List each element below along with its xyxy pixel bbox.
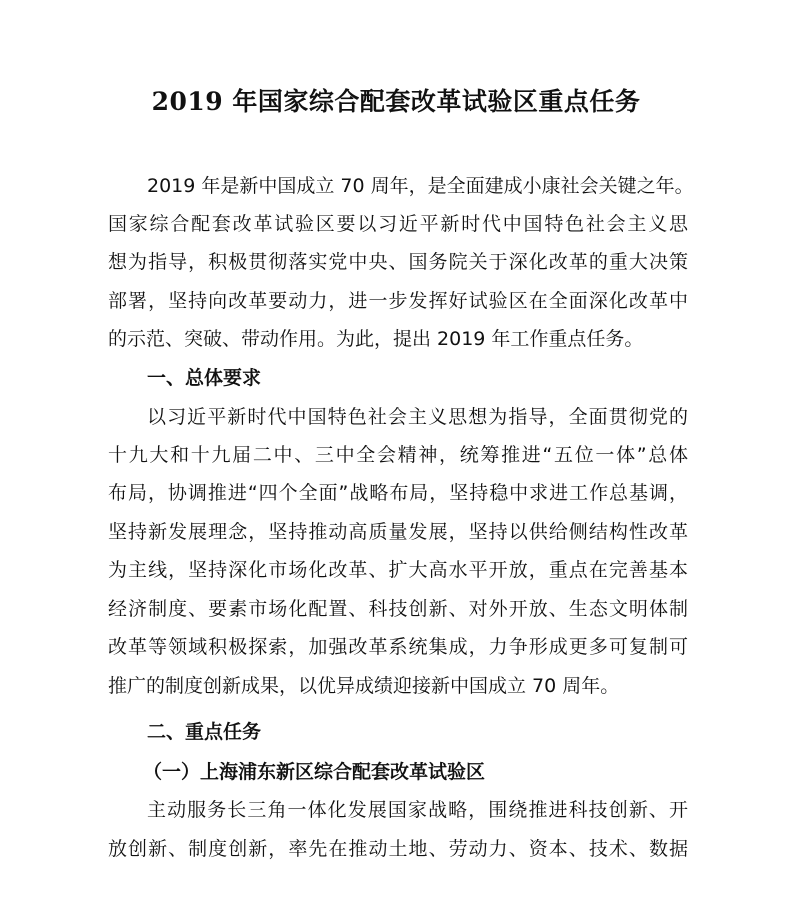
section1-line: 十九大和十九届二中、三中全会精神，统筹推进“五位一体”总体: [108, 444, 688, 466]
section1-line: 改革等领域积极探索，加强改革系统集成，力争形成更多可复制可: [108, 636, 688, 658]
section2-line: 主动服务长三角一体化发展国家战略，围绕推进科技创新、开: [147, 799, 688, 821]
document-title: 2019 年国家综合配套改革试验区重点任务: [151, 87, 641, 116]
intro-line: 国家综合配套改革试验区要以习近平新时代中国特色社会主义思: [108, 213, 688, 235]
subsection-heading-pudong: （一）上海浦东新区综合配套改革试验区: [143, 761, 486, 783]
intro-line: 2019 年是新中国成立 70 周年，是全面建成小康社会关键之年。: [147, 175, 694, 197]
intro-line: 想为指导，积极贯彻落实党中央、国务院关于深化改革的重大决策: [108, 251, 688, 273]
section-heading-general-requirements: 一、总体要求: [147, 367, 262, 389]
section1-line: 推广的制度创新成果，以优异成绩迎接新中国成立 70 周年。: [108, 675, 620, 697]
section2-line: 放创新、制度创新，率先在推动土地、劳动力、资本、技术、数据: [108, 838, 688, 860]
section1-line: 布局，协调推进“四个全面”战略布局，坚持稳中求进工作总基调，: [108, 482, 688, 504]
section1-line: 经济制度、要素市场化配置、科技创新、对外开放、生态文明体制: [108, 598, 688, 620]
section1-line: 以习近平新时代中国特色社会主义思想为指导，全面贯彻党的: [147, 406, 688, 428]
section1-line: 为主线，坚持深化市场化改革、扩大高水平开放，重点在完善基本: [108, 559, 688, 581]
section-heading-key-tasks: 二、重点任务: [147, 721, 262, 743]
intro-line: 部署，坚持向改革要动力，进一步发挥好试验区在全面深化改革中: [108, 290, 688, 312]
intro-line: 的示范、突破、带动作用。为此，提出 2019 年工作重点任务。: [108, 328, 644, 350]
section1-line: 坚持新发展理念，坚持推动高质量发展，坚持以供给侧结构性改革: [108, 521, 688, 543]
